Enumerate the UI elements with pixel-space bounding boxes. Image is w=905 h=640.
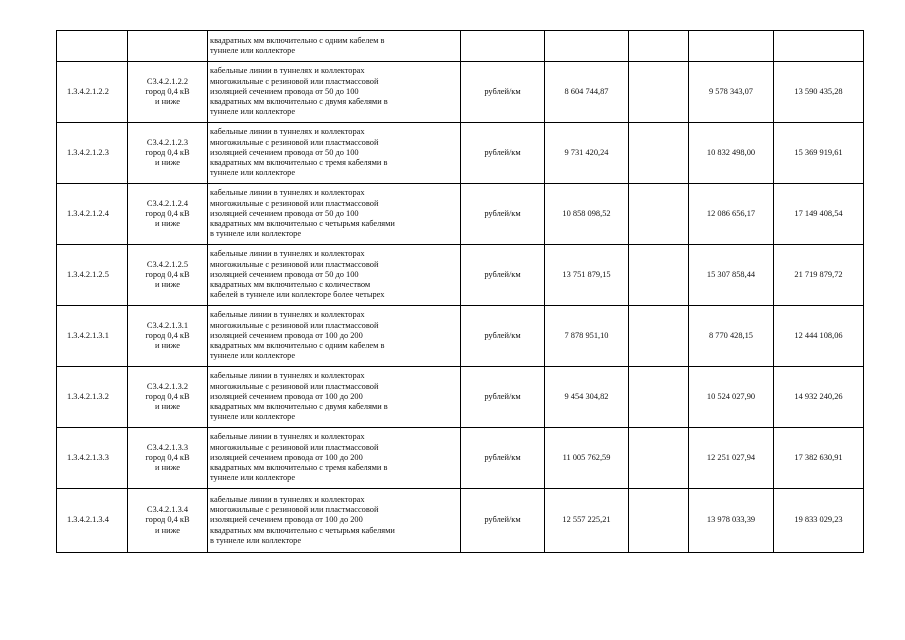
table-row [57,31,864,62]
row-value-3: 10 524 027,90 [689,367,774,428]
row-unit: рублей/км [461,428,545,489]
row-subcode: С3.4.2.1.2.4 город 0,4 кВ и ниже [128,184,208,245]
row-value-1: 8 604 744,87 [545,62,629,123]
row-code: 1.3.4.2.1.2.2 [57,62,128,123]
row-description: кабельные линии в туннелях и коллекторах многожильные с резиновой или пластмассовой изоляцией сечением провода от 100 до 200 квадратных мм включительно с тремя кабелями в туннеле или коллекторе [208,428,461,489]
row-code: 1.3.4.2.1.3.2 [57,367,128,428]
row-value-3: 9 578 343,07 [689,62,774,123]
row-value-1: 10 858 098,52 [545,184,629,245]
row-value-3 [689,31,774,62]
row-subcode [128,31,208,62]
row-value-3: 12 086 656,17 [689,184,774,245]
row-unit: рублей/км [461,489,545,553]
row-value-4: 19 833 029,23 [774,489,864,553]
row-subcode: С3.4.2.1.2.5 город 0,4 кВ и ниже [128,245,208,306]
row-unit: рублей/км [461,62,545,123]
row-unit: рублей/км [461,184,545,245]
row-value-2 [629,31,689,62]
row-description: кабельные линии в туннелях и коллекторах многожильные с резиновой или пластмассовой изоляцией сечением провода от 50 до 100 квадратных мм включительно с тремя кабелями в туннеле или коллекторе [208,123,461,184]
table-row [57,245,864,306]
row-description: кабельные линии в туннелях и коллекторах многожильные с резиновой или пластмассовой изоляцией сечением провода от 100 до 200 квадратных мм включительно с двумя кабелями в туннеле или коллекторе [208,367,461,428]
row-value-2 [629,306,689,367]
row-value-4 [774,31,864,62]
row-subcode: С3.4.2.1.2.2 город 0,4 кВ и ниже [128,62,208,123]
row-value-3: 12 251 027,94 [689,428,774,489]
row-value-3: 8 770 428,15 [689,306,774,367]
row-value-2 [629,184,689,245]
row-value-1 [545,31,629,62]
row-description: квадратных мм включительно с одним кабелем в туннеле или коллекторе [208,31,461,62]
row-description: кабельные линии в туннелях и коллекторах многожильные с резиновой или пластмассовой изоляцией сечением провода от 100 до 200 квадратных мм включительно с четырьмя кабелями в туннеле или коллекторе [208,489,461,553]
table-row [57,367,864,428]
rates-table [56,30,864,553]
row-value-3: 15 307 858,44 [689,245,774,306]
row-subcode: С3.4.2.1.2.3 город 0,4 кВ и ниже [128,123,208,184]
row-description: кабельные линии в туннелях и коллекторах многожильные с резиновой или пластмассовой изоляцией сечением провода от 100 до 200 квадратных мм включительно с одним кабелем в туннеле или коллекторе [208,306,461,367]
row-unit: рублей/км [461,306,545,367]
row-code: 1.3.4.2.1.3.3 [57,428,128,489]
row-code: 1.3.4.2.1.2.3 [57,123,128,184]
row-value-4: 17 382 630,91 [774,428,864,489]
row-value-2 [629,489,689,553]
row-value-4: 12 444 108,06 [774,306,864,367]
row-value-4: 17 149 408,54 [774,184,864,245]
row-subcode: С3.4.2.1.3.3 город 0,4 кВ и ниже [128,428,208,489]
table-row [57,489,864,553]
row-value-1: 9 454 304,82 [545,367,629,428]
row-code [57,31,128,62]
row-unit [461,31,545,62]
row-value-2 [629,245,689,306]
row-value-4: 13 590 435,28 [774,62,864,123]
row-value-4: 21 719 879,72 [774,245,864,306]
row-unit: рублей/км [461,245,545,306]
row-code: 1.3.4.2.1.2.4 [57,184,128,245]
row-value-4: 14 932 240,26 [774,367,864,428]
row-unit: рублей/км [461,367,545,428]
row-subcode: С3.4.2.1.3.4 город 0,4 кВ и ниже [128,489,208,553]
row-value-1: 11 005 762,59 [545,428,629,489]
row-value-1: 7 878 951,10 [545,306,629,367]
row-description: кабельные линии в туннелях и коллекторах многожильные с резиновой или пластмассовой изоляцией сечением провода от 50 до 100 квадратных мм включительно с двумя кабелями в туннеле или коллекторе [208,62,461,123]
row-value-3: 13 978 033,39 [689,489,774,553]
table-row [57,62,864,123]
row-value-4: 15 369 919,61 [774,123,864,184]
row-value-1: 9 731 420,24 [545,123,629,184]
row-code: 1.3.4.2.1.3.4 [57,489,128,553]
row-value-2 [629,428,689,489]
row-subcode: С3.4.2.1.3.1 город 0,4 кВ и ниже [128,306,208,367]
table-row [57,428,864,489]
row-value-2 [629,62,689,123]
row-value-3: 10 832 498,00 [689,123,774,184]
row-description: кабельные линии в туннелях и коллекторах многожильные с резиновой или пластмассовой изоляцией сечением провода от 50 до 100 квадратных мм включительно с количеством кабелей в туннеле или коллекторе более четырех [208,245,461,306]
table-row [57,306,864,367]
row-description: кабельные линии в туннелях и коллекторах многожильные с резиновой или пластмассовой изоляцией сечением провода от 50 до 100 квадратных мм включительно с четырьмя кабелями в туннеле или коллекторе [208,184,461,245]
row-unit: рублей/км [461,123,545,184]
row-value-1: 12 557 225,21 [545,489,629,553]
row-code: 1.3.4.2.1.2.5 [57,245,128,306]
row-code: 1.3.4.2.1.3.1 [57,306,128,367]
row-value-2 [629,367,689,428]
row-value-2 [629,123,689,184]
table-row [57,184,864,245]
row-value-1: 13 751 879,15 [545,245,629,306]
table-row [57,123,864,184]
row-subcode: С3.4.2.1.3.2 город 0,4 кВ и ниже [128,367,208,428]
